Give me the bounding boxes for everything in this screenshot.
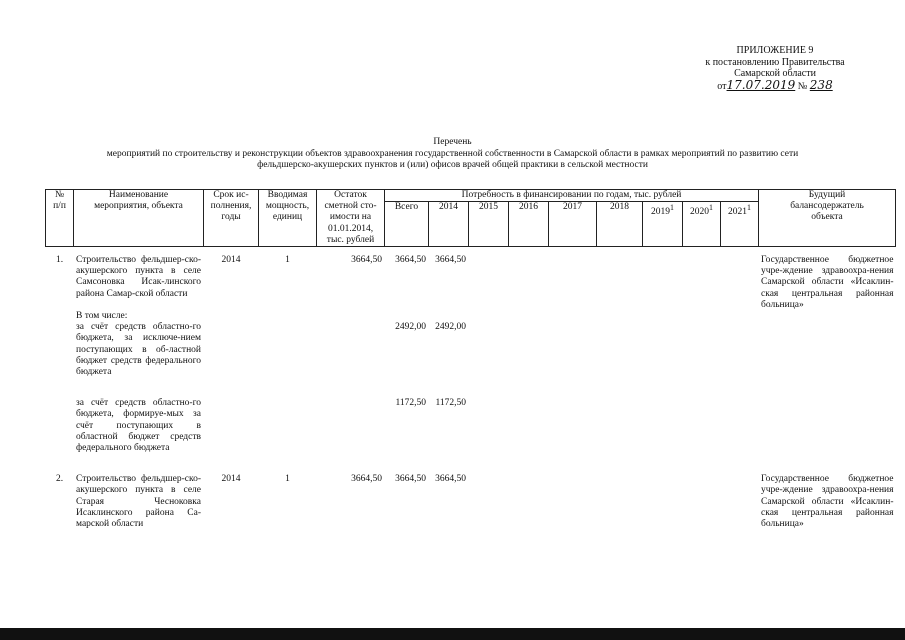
header-num: № п/п <box>46 190 74 247</box>
row-holder: Государственное бюджетное учре-ждение здравоохра-нения Самарской области «Исаклин-ская центральная районная больница» <box>761 255 894 310</box>
row-total: 3664,50 <box>395 474 426 485</box>
header-year-2018: 2018 <box>597 202 643 247</box>
footnote-mark: 1 <box>670 203 674 213</box>
year-2019-label: 2019 <box>651 207 671 218</box>
appendix-region: Самарской области <box>734 68 816 79</box>
header-capacity: Вводимая мощность, единиц <box>259 190 317 247</box>
row-holder: Государственное бюджетное учре-ждение здравоохра-нения Самарской области «Исаклин-ская центральная районная больница» <box>761 474 894 530</box>
header-year-2021 <box>721 202 759 247</box>
row-2014: 1172,50 <box>435 398 466 409</box>
date-prefix: от <box>717 80 727 92</box>
title-line-1: Перечень <box>433 137 472 147</box>
row-num: 2. <box>55 474 64 485</box>
number-value: 238 <box>809 77 833 92</box>
header-financing: Потребность в финансировании по годам, тыс. рублей <box>385 190 759 202</box>
footnote-mark: 1 <box>709 203 713 213</box>
title-line-3: фельдшерско-акушерских пунктов и (или) офисов врачей общей практики в сельской местности <box>257 160 648 170</box>
row-total: 1172,50 <box>395 398 426 409</box>
row-2014: 3664,50 <box>435 255 466 266</box>
row-total: 3664,50 <box>395 255 426 266</box>
row-remainder: 3664,50 <box>351 474 382 485</box>
header-year-total: Всего <box>385 202 429 247</box>
row-remainder: 3664,50 <box>351 255 382 266</box>
title-line-2: мероприятий по строительству и реконструкции объектов здравоохранения государственной собственности в Самарской области в рамках мероприятий по развитию сети <box>106 148 799 159</box>
row-2014: 2492,00 <box>435 322 466 333</box>
header-year-2014: 2014 <box>429 202 469 247</box>
appendix-date-line <box>640 77 905 93</box>
financing-table <box>45 189 896 530</box>
row-term: 2014 <box>221 474 241 485</box>
year-2021-label: 2021 <box>728 207 748 218</box>
row-name: за счёт средств областно-го бюджета, формируе-мых за счёт поступающих в областной бюджет средств федерального бюджета <box>76 398 201 454</box>
table-row <box>46 474 896 530</box>
scan-bottom-edge <box>0 628 905 640</box>
number-prefix: № <box>797 80 808 92</box>
row-num: 1. <box>55 255 64 266</box>
table-row <box>46 311 896 378</box>
table-row <box>46 255 896 311</box>
year-2020-label: 2020 <box>690 207 710 218</box>
header-year-2020 <box>683 202 721 247</box>
appendix-block <box>640 45 905 92</box>
appendix-label: ПРИЛОЖЕНИЕ 9 <box>736 45 814 56</box>
date-value: 17.07.2019 <box>726 77 796 92</box>
header-holder: Будущий балансодержатель объекта <box>759 190 896 247</box>
header-year-2019 <box>643 202 683 247</box>
header-year-2016: 2016 <box>509 202 549 247</box>
table-header-row <box>46 190 896 202</box>
row-name: Строительство фельдшер-ско-акушерского пункта в селе Старая Чесноковка Исаклинского района Са-марской области <box>76 474 201 530</box>
row-term: 2014 <box>221 255 241 266</box>
table-row <box>46 398 896 454</box>
row-2014: 3664,50 <box>435 474 466 485</box>
document-title <box>0 137 905 172</box>
header-year-2015: 2015 <box>469 202 509 247</box>
row-capacity: 1 <box>285 474 290 485</box>
row-name: Строительство фельдшер-ско-акушерского пункта в селе Самсоновка Исак-линского района Самар-ской области <box>76 255 201 299</box>
header-term: Срок ис- полнения, годы <box>204 190 259 247</box>
row-capacity: 1 <box>285 255 290 266</box>
footnote-mark: 1 <box>747 203 751 213</box>
header-remainder: Остаток сметной сто- имости на 01.01.2014, тыс. рублей <box>317 190 385 247</box>
appendix-resolution: к постановлению Правительства <box>705 56 845 68</box>
header-year-2017: 2017 <box>549 202 597 247</box>
row-name: В том числе: за счёт средств областно-го бюджета, за исключе-нием поступающих в об-ластной бюджет средств федерального бюджета <box>76 311 201 378</box>
header-name: Наименование мероприятия, объекта <box>74 190 204 247</box>
row-total: 2492,00 <box>395 322 426 333</box>
